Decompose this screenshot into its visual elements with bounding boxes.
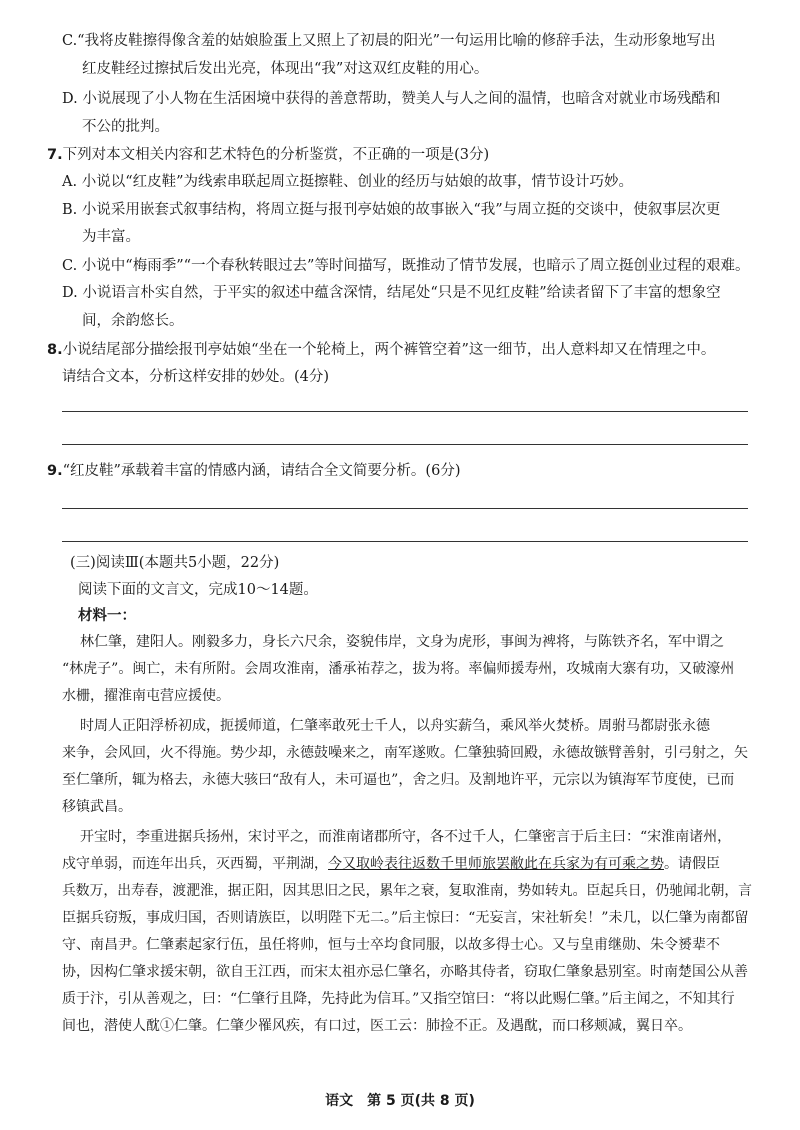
passage-p2-line2: 来争，会风回，火不得施。势少却，永德鼓噪来之，南军遂败。仁肇独骑回殿，永德故镞臂善射，引弓射之，矢 <box>62 745 748 761</box>
q7-number: 7. <box>47 147 63 163</box>
passage-p3-line2 <box>62 854 720 874</box>
section-instruction: 阅读下面的文言文，完成10～14题。 <box>78 582 318 598</box>
passage-p1-line3: 水栅，擢淮南屯营应援使。 <box>62 688 230 704</box>
passage-p1-line1: 林仁肇，建阳人。刚毅多力，身长六尺余，姿貌伟岸，文身为虎形，事闽为裨将，与陈铁齐名，军中谓之 <box>80 634 724 650</box>
q8-stem-text: 小说结尾部分描绘报刊亭姑娘“坐在一个轮椅上，两个裤管空着”这一细节，出人意料却又在情理之中。 <box>62 342 716 358</box>
passage-p3-line7: 质于汴，引从善观之，曰：“仁肇行且降，先持此为信耳。”又指空馆曰：“将以此赐仁肇。”后主闻之，不知其行 <box>62 991 735 1007</box>
passage-p2-line3: 至仁肇所，辄为格去，永德大骇曰“敌有人，未可逼也”，舍之归。及割地许平，元宗以为镇海军节度使，已而 <box>62 772 735 788</box>
q7-option-c: C. 小说中“梅雨季”“一个春秋转眼过去”等时间描写，既推动了情节发展，也暗示了周立挺创业过程的艰难。 <box>62 258 750 274</box>
q6-option-c-line1: C.“我将皮鞋擦得像含羞的姑娘脸蛋上又照上了初晨的阳光”一句运用比喻的修辞手法，生动形象地写出 <box>62 33 716 49</box>
q7-option-d-line2: 间，余韵悠长。 <box>82 313 184 329</box>
page-footer: 语文 第 5 页(共 8 页) <box>325 1093 475 1109</box>
q7-stem-text: 下列对本文相关内容和艺术特色的分析鉴赏，不正确的一项是(3分) <box>62 147 490 163</box>
passage-p3-line1: 开宝时，李重进据兵扬州，宋讨平之，而淮南诸郡所守，各不过千人，仁肇密言于后主曰：“宋淮南诸州， <box>80 829 732 845</box>
q9-answer-line-1[interactable] <box>62 508 748 509</box>
q8-stem-line1 <box>47 340 715 360</box>
q7-option-d-line1: D. 小说语言朴实自然，于平实的叙述中蕴含深情，结尾处“只是不见红皮鞋”给读者留下了丰富的想象空 <box>62 285 721 301</box>
q8-answer-line-2[interactable] <box>62 444 748 445</box>
q7-option-a: A. 小说以“红皮鞋”为线索串联起周立挺擦鞋、创业的经历与姑娘的故事，情节设计巧妙。 <box>62 174 634 190</box>
passage-p3-line4: 臣据兵窃叛，事成归国，否则请族臣，以明陛下无二。”后主惊曰：“无妄言，宋社斩矣！”未几，以仁肇为南都留 <box>62 910 749 926</box>
q9-number: 9. <box>47 463 63 479</box>
passage-p3-line6: 协，因构仁肇求援宋朝，欲自王江西，而宋太祖亦忌仁肇名，亦略其侍者，窃取仁肇象悬别室。时南楚国公从善 <box>62 964 748 980</box>
passage-p3-line2-end: 。请假臣 <box>664 856 720 872</box>
passage-p3-line5: 守、南昌尹。仁肇素起家行伍，虽任将帅，恒与士卒均食同服，以故多得士心。又与皇甫继勋、朱令赟辈不 <box>62 937 720 953</box>
passage-p2-line1: 时周人正阳浮桥初成，扼援师道，仁肇率敢死士千人，以舟实薪刍，乘风举火焚桥。周驸马都尉张永德 <box>80 718 710 734</box>
q7-option-b-line2: 为丰富。 <box>82 229 140 245</box>
underlined-sentence: 今又取岭表往返数千里师旅罢敝此在兵家为有可乘之势 <box>328 856 664 872</box>
q7-stem <box>47 145 489 165</box>
q6-option-d-line1: D. 小说展现了小人物在生活困境中获得的善意帮助，赞美人与人之间的温情，也暗含对就业市场残酷和 <box>62 91 721 107</box>
passage-p2-line4: 移镇武昌。 <box>62 799 132 815</box>
q8-number: 8. <box>47 342 63 358</box>
passage-p3-line8: 间也，潜使人酖①仁肇。仁肇少罹风疾，有口过，医工云：肺捡不正。及遇酖，而口移颊减，翼日卒。 <box>62 1018 692 1034</box>
q8-stem-line2: 请结合文本，分析这样安排的妙处。(4分) <box>62 369 330 385</box>
q9-stem <box>47 461 460 481</box>
q7-option-b-line1: B. 小说采用嵌套式叙事结构，将周立挺与报刊亭姑娘的故事嵌入“我”与周立挺的交谈中，使叙事层次更 <box>62 202 721 218</box>
material-label: 材料一： <box>78 608 136 624</box>
section-heading: (三)阅读Ⅲ(本题共5小题，22分) <box>70 555 280 571</box>
q9-stem-text: “红皮鞋”承载着丰富的情感内涵，请结合全文简要分析。(6分) <box>62 463 461 479</box>
q6-option-c-line2: 红皮鞋经过擦拭后发出光亮，体现出“我”对这双红皮鞋的用心。 <box>82 61 489 77</box>
passage-p3-line3: 兵数万，出寿春，渡淝淮，据正阳，因其思旧之民，累年之衰，复取淮南，势如转丸。臣起兵日，仍驰闻北朝，言 <box>62 883 752 899</box>
passage-p1-line2: “林虎子”。闽亡，未有所附。会周攻淮南，潘承祐荐之，拔为将。率偏师援寿州，攻城南大寨有功，又破濠州 <box>62 661 735 677</box>
q8-answer-line-1[interactable] <box>62 411 748 412</box>
q6-option-d-line2: 不公的批判。 <box>82 119 169 135</box>
passage-p3-line2-start: 戍守单弱，而连年出兵，灭西蜀，平荆湖， <box>62 856 328 872</box>
q9-answer-line-2[interactable] <box>62 541 748 542</box>
